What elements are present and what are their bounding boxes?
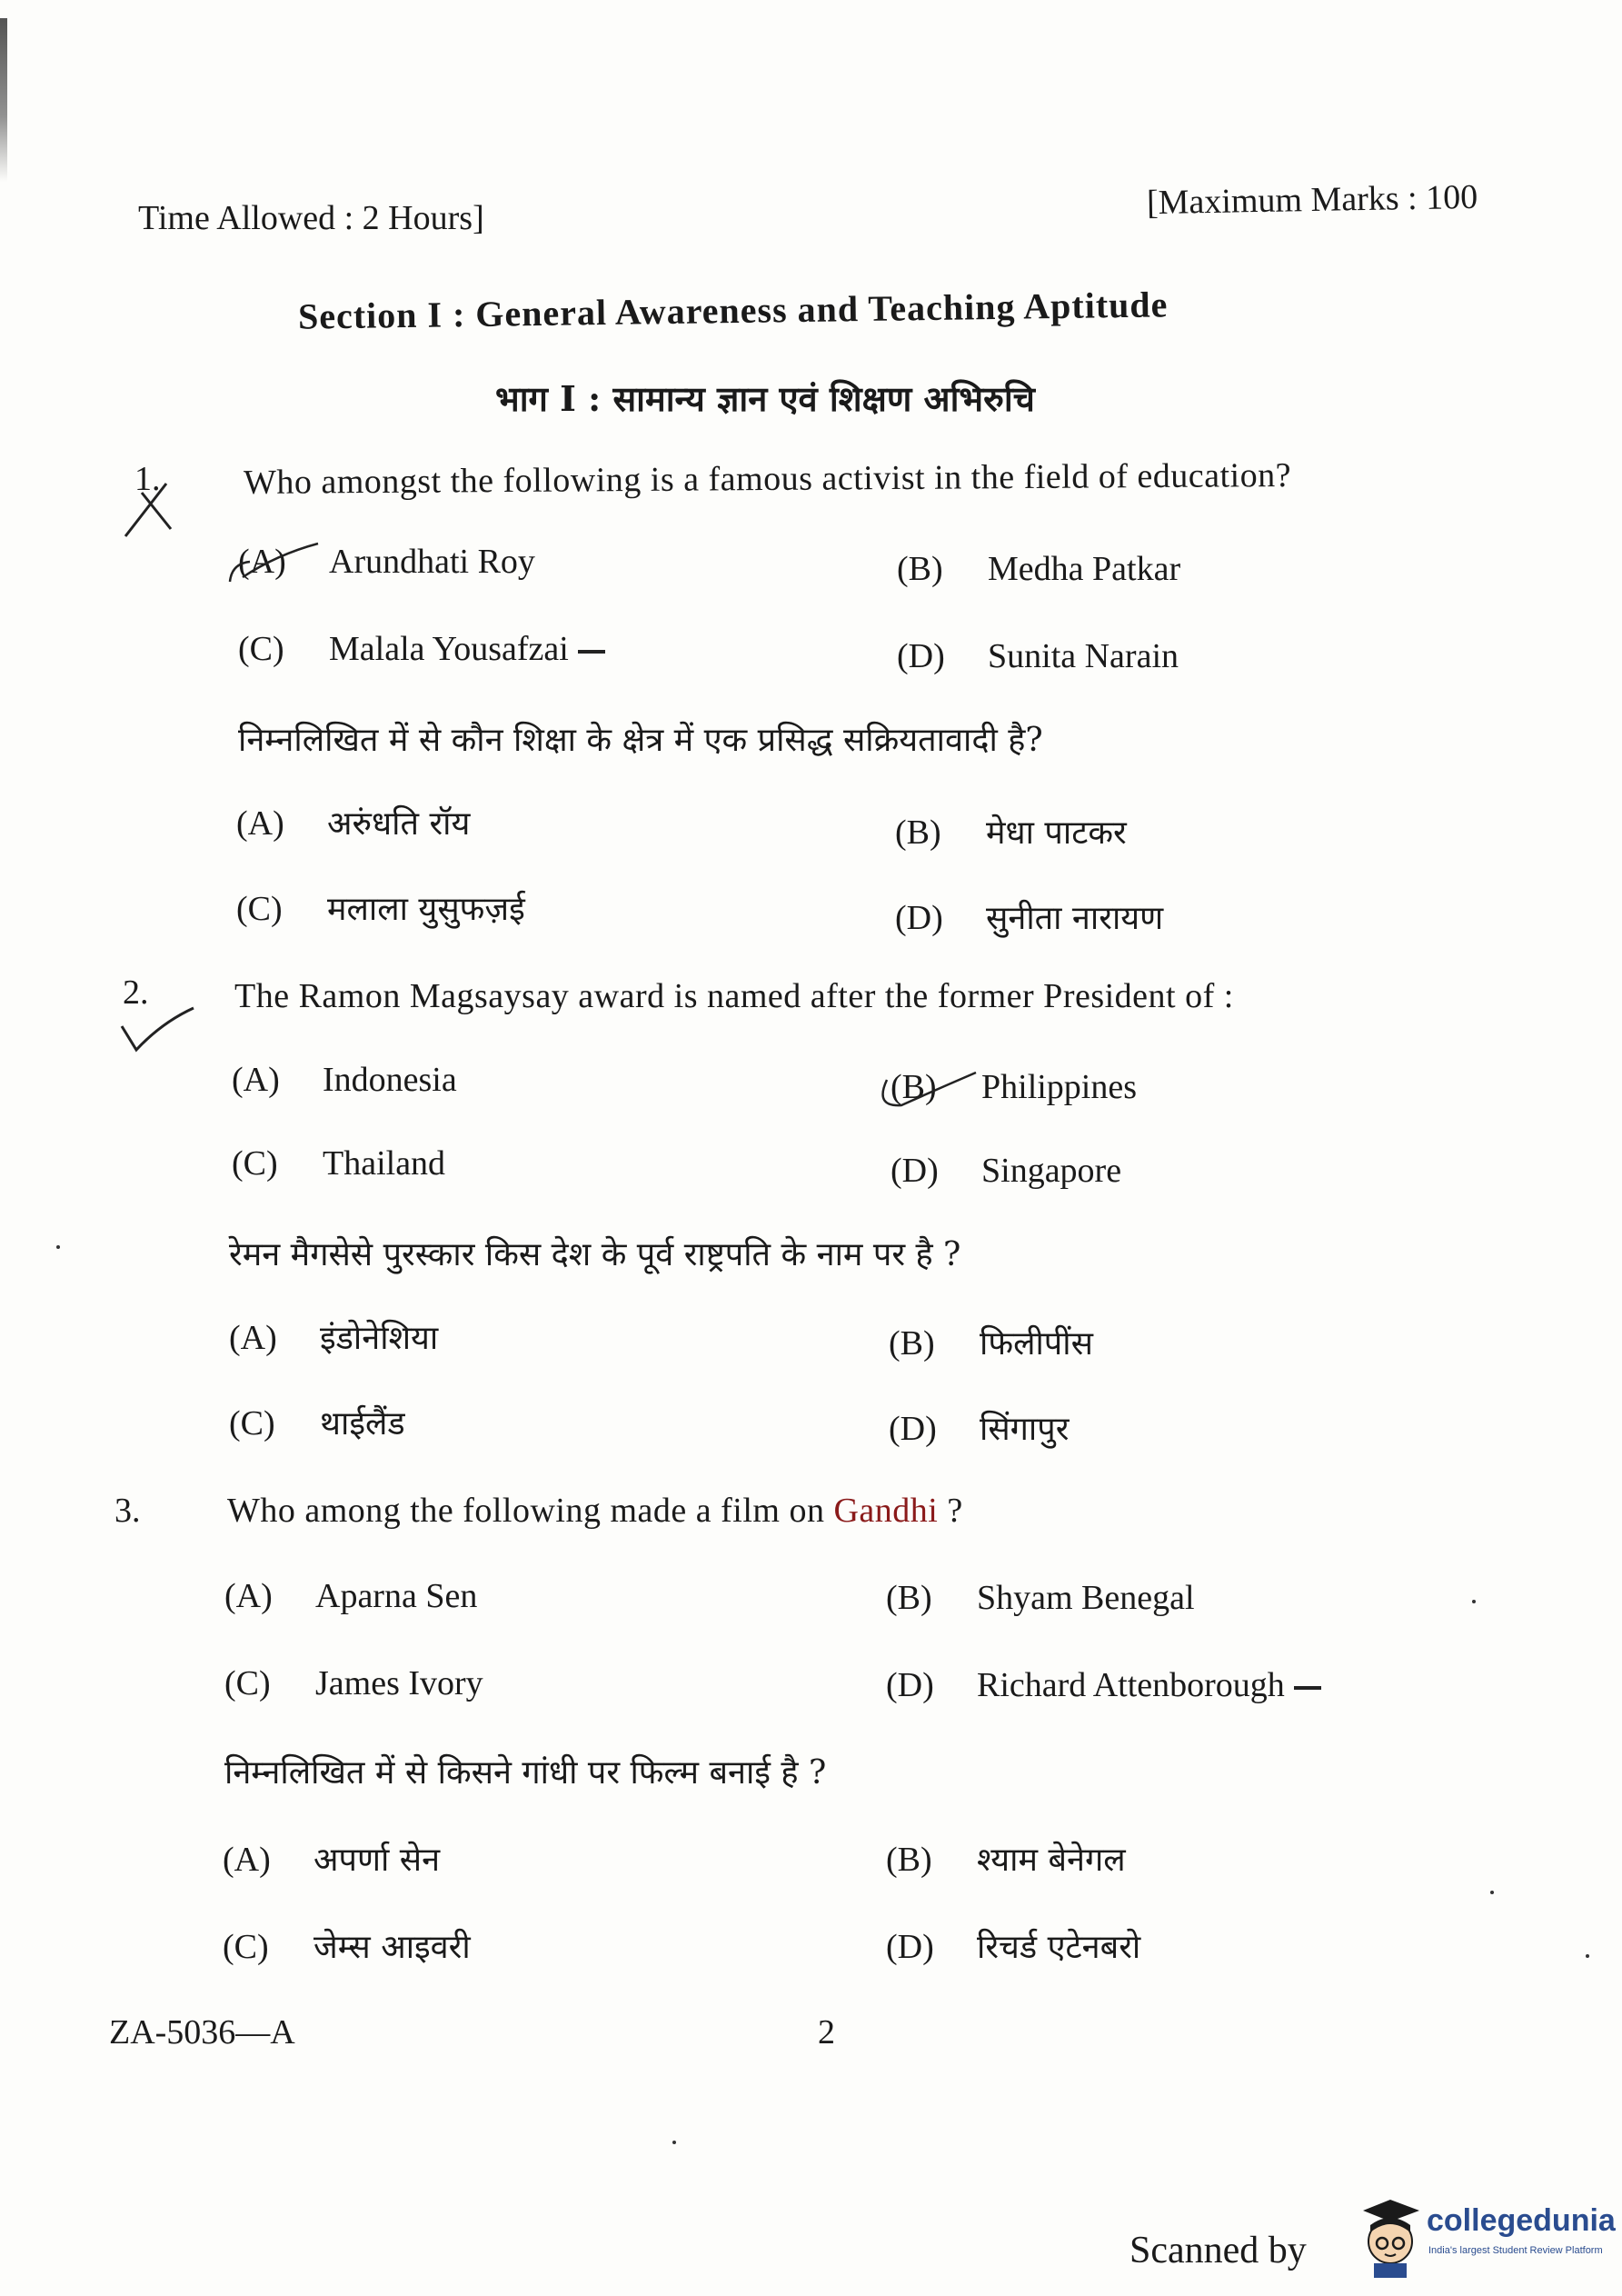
q1-option-c-label: (C) [238, 630, 284, 668]
q1-hindi-option-d-text: सुनीता नारायण [986, 900, 1164, 937]
tick-on-option-icon [223, 536, 332, 591]
q1-hindi-option-a[interactable] [236, 800, 470, 844]
logo-tagline: India's largest Student Review Platform [1428, 2245, 1603, 2256]
question-3-number: 3. [114, 1492, 141, 1530]
q3-option-c-label: (C) [224, 1664, 271, 1702]
q2-hindi-option-c[interactable] [229, 1400, 405, 1444]
q2-hindi-option-b-text: फिलीपींस [980, 1325, 1093, 1363]
collegedunia-logo[interactable] [1354, 2198, 1616, 2280]
question-3-text-prefix: Who among the following made a film on [227, 1492, 834, 1530]
q3-hindi-option-a[interactable] [223, 1836, 440, 1881]
pen-dash-mark [578, 650, 605, 654]
q2-hindi-option-d[interactable] [889, 1405, 1069, 1450]
q3-option-c-text: James Ivory [315, 1664, 483, 1702]
q2-hindi-option-a[interactable] [229, 1314, 438, 1359]
scan-speck [56, 1245, 60, 1249]
pen-dash-mark [1294, 1686, 1321, 1690]
q3-hindi-option-a-label: (A) [223, 1841, 271, 1879]
q3-option-b-text: Shyam Benegal [977, 1579, 1195, 1617]
q2-hindi-option-b-label: (B) [889, 1324, 935, 1363]
q1-hindi-option-b[interactable] [895, 809, 1127, 854]
q3-hindi-option-d-text: रिचर्ड एटेनबरो [977, 1929, 1141, 1966]
q2-hindi-option-d-label: (D) [889, 1410, 937, 1448]
q1-option-c[interactable] [238, 629, 605, 669]
q1-option-d[interactable] [897, 636, 1179, 676]
q1-hindi-option-a-text: अरुंधति रॉय [327, 805, 471, 843]
tick-on-option-icon [874, 1062, 983, 1116]
q3-hindi-option-a-text: अपर्णा सेन [313, 1842, 441, 1879]
q1-option-a-text: Arundhati Roy [329, 543, 535, 581]
q1-option-c-text: Malala Yousafzai [329, 630, 569, 668]
q3-option-a-label: (A) [224, 1577, 273, 1615]
q1-hindi-option-c-label: (C) [236, 890, 283, 928]
q2-option-b-label: (B) [891, 1068, 937, 1106]
logo-name: collegedunia [1427, 2203, 1616, 2238]
q2-option-c-label: (C) [232, 1144, 278, 1183]
q3-option-d-text: Richard Attenborough [977, 1666, 1285, 1704]
q1-hindi-option-a-label: (A) [236, 804, 284, 843]
q3-hindi-option-d[interactable] [886, 1923, 1140, 1968]
q3-option-d-label: (D) [886, 1666, 934, 1704]
q2-hindi-option-c-label: (C) [229, 1404, 275, 1442]
q2-hindi-option-c-text: थाईलैंड [320, 1405, 405, 1442]
scan-speck [1490, 1891, 1494, 1894]
paper-code: ZA-5036—A [109, 2013, 295, 2051]
q1-hindi-option-c[interactable] [236, 885, 525, 930]
q3-hindi-option-b-label: (B) [886, 1841, 932, 1879]
q3-hindi-option-b[interactable] [886, 1836, 1126, 1881]
q1-option-d-label: (D) [897, 637, 945, 675]
question-2-text-hindi: रेमन मैगसेसे पुरस्कार किस देश के पूर्व राष्ट्रपति के नाम पर है ? [229, 1236, 961, 1273]
q1-hindi-option-d[interactable] [895, 894, 1163, 939]
q2-option-c[interactable] [232, 1143, 445, 1183]
q2-option-b-text: Philippines [981, 1068, 1138, 1106]
q3-option-a-text: Aparna Sen [315, 1577, 478, 1615]
q2-option-a[interactable] [232, 1060, 457, 1100]
q2-hindi-option-d-text: सिंगापुर [980, 1411, 1070, 1448]
q1-hindi-option-c-text: मलाला युसुफज़ई [327, 891, 525, 928]
scan-speck [1586, 1954, 1589, 1958]
q3-hindi-option-d-label: (D) [886, 1928, 934, 1966]
q3-option-c[interactable] [224, 1663, 483, 1703]
question-1-text-hindi: निम्नलिखित में से कौन शिक्षा के क्षेत्र में एक प्रसिद्ध सक्रियतावादी है? [238, 722, 1043, 759]
q3-hindi-option-b-text: श्याम बेनेगल [977, 1842, 1126, 1879]
q2-option-a-text: Indonesia [323, 1061, 457, 1099]
q1-option-b[interactable] [897, 549, 1180, 589]
q3-hindi-option-c[interactable] [223, 1923, 471, 1968]
mascot-icon [1354, 2198, 1427, 2280]
cross-mark-icon [116, 473, 180, 545]
q3-option-d[interactable] [886, 1665, 1321, 1705]
q1-option-d-text: Sunita Narain [988, 637, 1179, 675]
q1-option-b-text: Medha Patkar [988, 550, 1181, 588]
q2-option-d[interactable] [891, 1151, 1121, 1191]
q2-option-d-text: Singapore [981, 1152, 1122, 1190]
q2-option-c-text: Thailand [323, 1144, 446, 1183]
q1-hindi-option-b-label: (B) [895, 814, 941, 852]
scan-speck [1472, 1600, 1476, 1603]
q3-option-a[interactable] [224, 1576, 477, 1616]
q2-option-d-label: (D) [891, 1152, 939, 1190]
q3-option-b[interactable] [886, 1578, 1195, 1618]
q2-option-a-label: (A) [232, 1061, 280, 1099]
question-2-number: 2. [123, 973, 149, 1012]
question-1-number: 1. [134, 460, 161, 498]
time-allowed: Time Allowed : 2 Hours] [138, 199, 484, 237]
scan-edge-mark [0, 18, 7, 182]
question-1-text: Who amongst the following is a famous activist in the field of education? [243, 455, 1292, 503]
maximum-marks: [Maximum Marks : 100 [1146, 177, 1478, 223]
q1-option-a-label: (A) [238, 543, 286, 581]
question-3-text-hindi: निम्नलिखित में से किसने गांधी पर फिल्म बनाई है ? [224, 1754, 827, 1792]
scan-speck [672, 2141, 676, 2144]
q2-hindi-option-a-label: (A) [229, 1319, 277, 1357]
question-3-text-highlight: Gandhi [833, 1492, 939, 1530]
question-3-text [227, 1491, 963, 1531]
q2-hindi-option-b[interactable] [889, 1320, 1093, 1364]
q1-hindi-option-d-label: (D) [895, 899, 943, 937]
question-2-text: The Ramon Magsaysay award is named after the former President of : [234, 977, 1234, 1015]
q2-hindi-option-a-text: इंडोनेशिया [320, 1320, 439, 1357]
scanned-by-text: Scanned by [1129, 2230, 1307, 2271]
section-title-english: Section I : General Awareness and Teaching Aptitude [297, 284, 1169, 337]
section-title-hindi: भाग I : सामान्य ज्ञान एवं शिक्षण अभिरुचि [495, 378, 1035, 419]
tick-mark-icon [116, 1004, 198, 1059]
q3-hindi-option-c-text: जेम्स आइवरी [313, 1929, 471, 1966]
page-number: 2 [818, 2013, 835, 2051]
q3-hindi-option-c-label: (C) [223, 1928, 269, 1966]
q1-hindi-option-b-text: मेधा पाटकर [986, 814, 1127, 852]
q3-option-b-label: (B) [886, 1579, 932, 1617]
q1-option-b-label: (B) [897, 550, 943, 588]
question-3-text-suffix: ? [938, 1492, 963, 1530]
